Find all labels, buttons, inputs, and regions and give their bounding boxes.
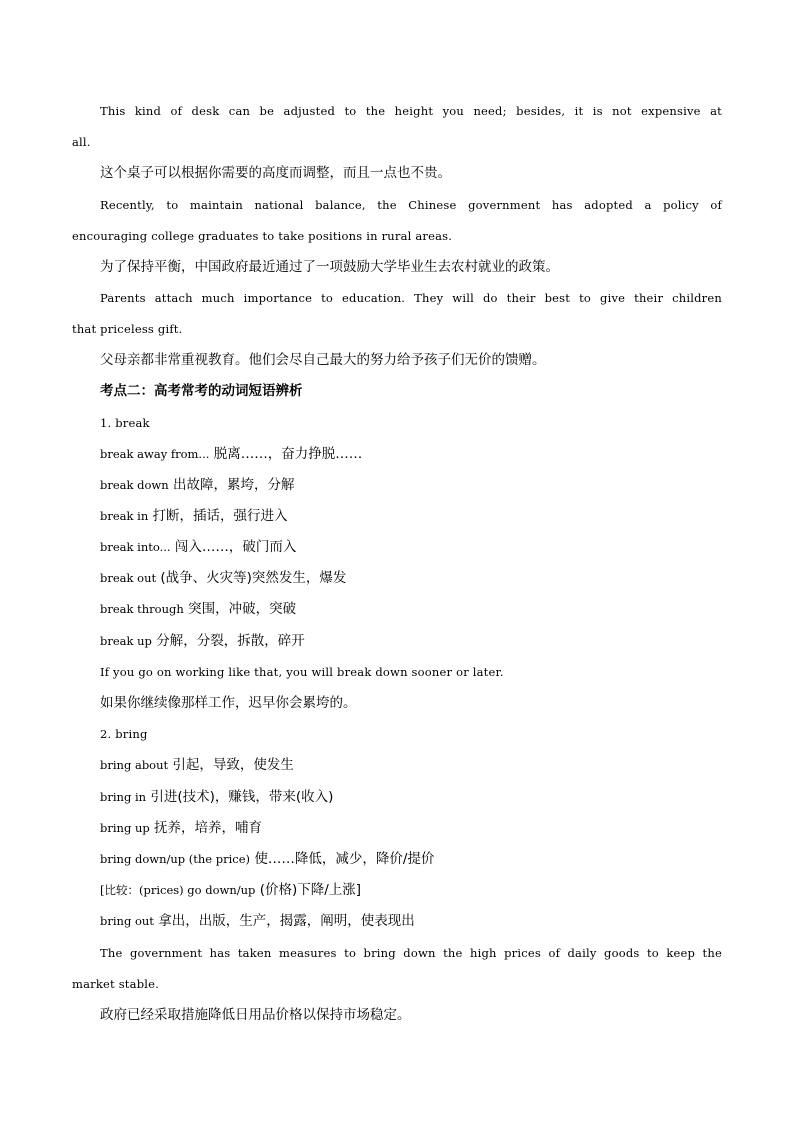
break-example-zh: 如果你继续像那样工作，迟早你会累垮的。 (100, 695, 357, 711)
bring-item (100, 787, 794, 807)
break-item-meaning: (战争、火灾等)突然发生，爆发 (156, 570, 347, 586)
bring-item (100, 818, 794, 838)
break-item (100, 506, 794, 526)
bring-item-meaning: 引起，导致，使发生 (168, 757, 294, 773)
break-example-en: If you go on working like that, you will break down sooner or later. (100, 665, 504, 679)
section-heading: 考点二：高考常考的动词短语辨析 (100, 383, 303, 399)
paragraph-3-zh: 父母亲都非常重视教育。他们会尽自己最大的努力给予孩子们无价的馈赠。 (100, 352, 546, 368)
break-item-phrase: break in (100, 509, 149, 523)
bring-item-phrase: bring out (100, 914, 154, 928)
break-item-meaning: 出故障，累垮，分解 (168, 477, 295, 493)
break-item (100, 599, 794, 619)
break-item-phrase: break up (100, 634, 152, 648)
break-item-meaning: 脱离……，奋力挣脱…… (209, 446, 363, 462)
break-item-meaning: 闯入……，破门而入 (170, 539, 297, 555)
break-item-phrase: break down (100, 478, 169, 492)
bring-item-meaning: 抚养，培养，哺育 (149, 820, 263, 836)
bring-section-title: 2. bring (100, 727, 148, 741)
break-item (100, 568, 794, 588)
break-item-phrase: break into... (100, 540, 171, 554)
break-item-phrase: break out (100, 571, 157, 585)
paragraph-1-en-line-2: all. (72, 135, 91, 149)
break-item-meaning: 分解，分裂，拆散，碎开 (151, 633, 305, 649)
break-item-meaning: 突围，冲破，突破 (183, 601, 297, 617)
bring-item (100, 849, 794, 869)
paragraph-2-en-line-1: Recently, to maintain national balance, the Chinese government has adopted a policy of (100, 198, 722, 212)
break-item-phrase: break away from... (100, 447, 210, 461)
break-item (100, 631, 794, 651)
paragraph-1-en-line-1: This kind of desk can be adjusted to the height you need; besides, it is not expensive at (100, 104, 722, 118)
paragraph-3-en-line-2: that priceless gift. (72, 322, 183, 336)
paragraph-2-en-line-2: encouraging college graduates to take positions in rural areas. (72, 229, 453, 243)
break-item (100, 475, 794, 495)
bring-item (100, 755, 794, 775)
bring-example-zh: 政府已经采取措施降低日用品价格以保持市场稳定。 (100, 1007, 411, 1023)
paragraph-1-zh: 这个桌子可以根据你需要的高度而调整，而且一点也不贵。 (100, 165, 451, 181)
bring-item-phrase: bring about (100, 758, 169, 772)
bring-item-phrase: bring down/up (the price) (100, 852, 251, 866)
bring-item-meaning: 拿出，出版，生产，揭露，阐明，使表现出 (153, 913, 415, 929)
paragraph-2-zh: 为了保持平衡，中国政府最近通过了一项鼓励大学毕业生去农村就业的政策。 (100, 259, 559, 275)
break-item-meaning: 打断，插话，强行进入 (148, 508, 288, 524)
break-item (100, 537, 794, 557)
bring-item-phrase: bring up (100, 821, 150, 835)
bring-item-phrase: [比较：(prices) go down/up (100, 883, 256, 897)
bring-item-meaning: 使……降低，减少，降价/提价 (250, 851, 435, 867)
break-section-title: 1. break (100, 416, 150, 430)
bring-item-meaning: 引进(技术)，赚钱，带来(收入) (146, 789, 334, 805)
break-item (100, 444, 794, 464)
paragraph-3-en-line-1: Parents attach much importance to education. They will do their best to give their children (100, 291, 722, 305)
bring-compare-note (100, 880, 794, 900)
bring-item (100, 911, 794, 931)
bring-item-phrase: bring in (100, 790, 147, 804)
bring-item-meaning: (价格)下降/上涨] (255, 882, 362, 898)
break-item-phrase: break through (100, 602, 184, 616)
bring-example-en-line-2: market stable. (72, 977, 159, 991)
bring-example-en-line-1: The government has taken measures to bring down the high prices of daily goods to keep the (100, 946, 722, 960)
